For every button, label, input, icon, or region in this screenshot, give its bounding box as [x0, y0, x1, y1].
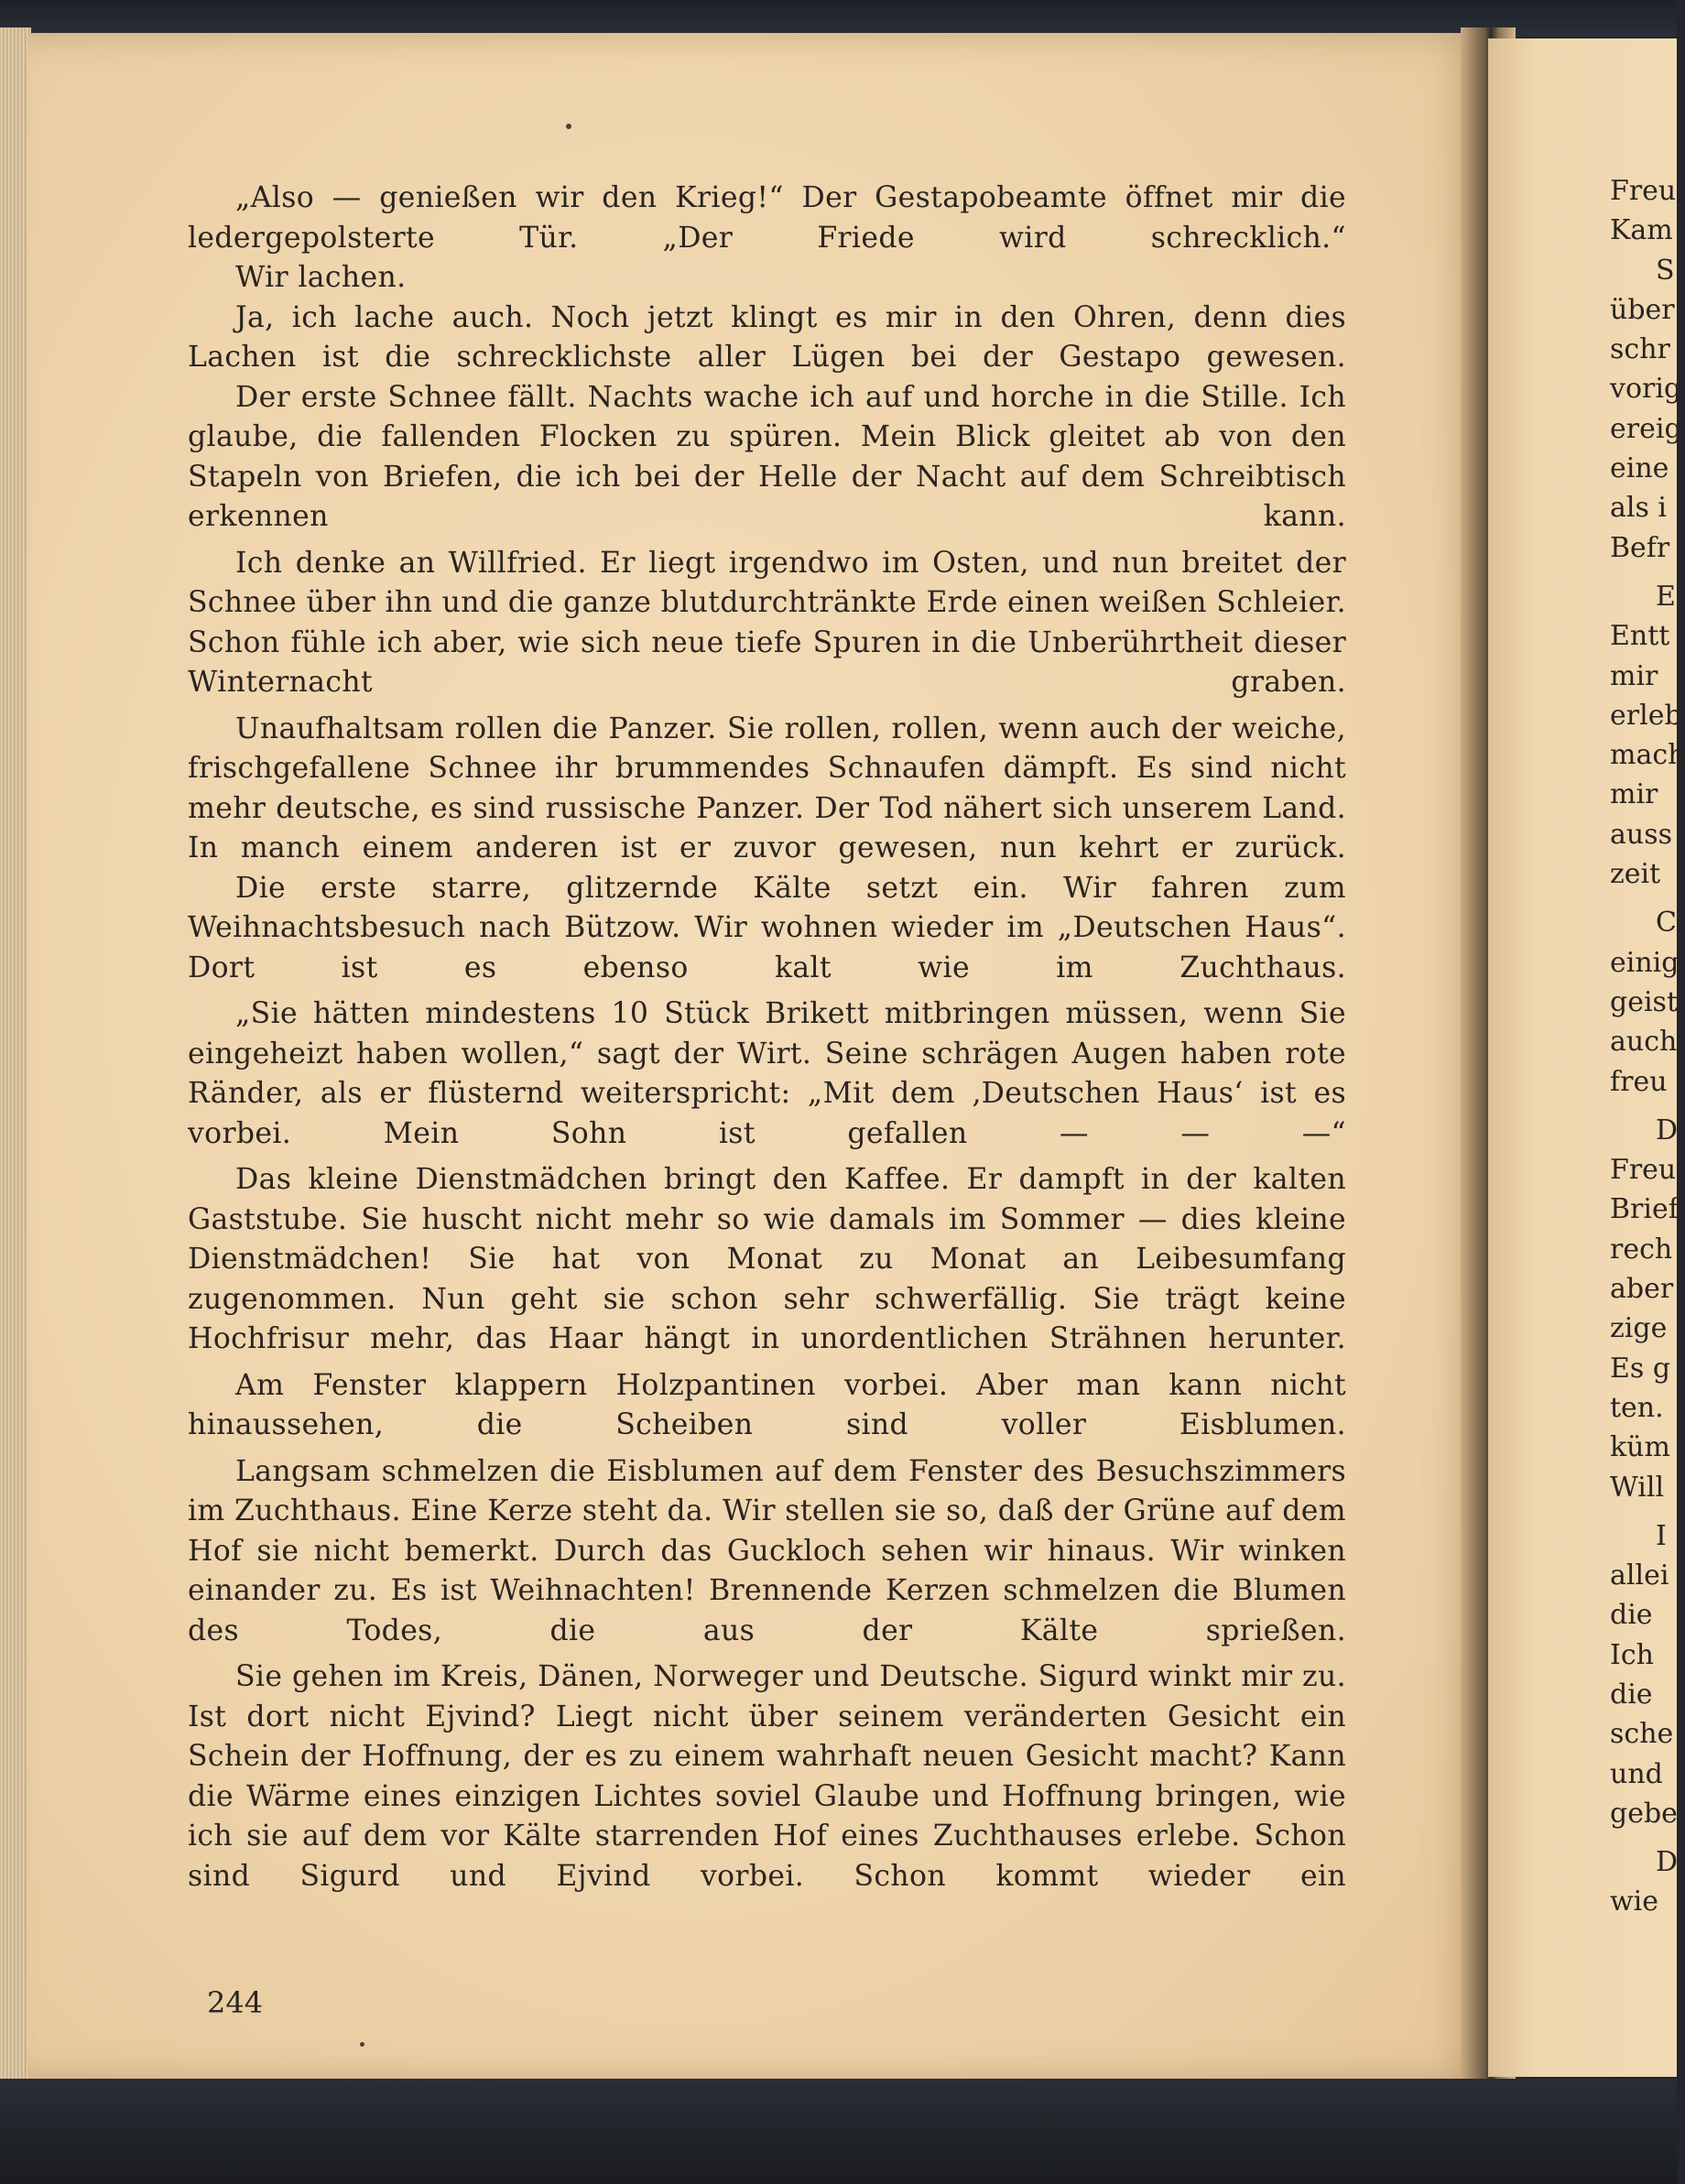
text-fragment: Freu: [1610, 175, 1677, 207]
text-fragment: Es g: [1610, 1352, 1671, 1385]
text-fragment: Ich: [1610, 1638, 1654, 1671]
page-number: 244: [207, 1985, 264, 2020]
text-fragment: Freu: [1610, 1154, 1677, 1187]
text-fragment: und: [1610, 1757, 1663, 1790]
text-fragment: Befr: [1610, 531, 1670, 564]
paragraph: Ja, ich lache auch. Noch jetzt klingt es mir in den Ohren, denn dies Lachen ist die schrecklichste aller Lügen bei der Gestapo gewesen.: [188, 300, 1346, 374]
text-fragment: die: [1610, 1678, 1653, 1711]
text-fragment: allei: [1610, 1559, 1669, 1592]
paragraph: Der erste Schnee fällt. Nachts wache ich auf und horche in die Stille. Ich glaube, die fallenden Flocken zu spüren. Mein Blick gleitet ab von den Stapeln von Briefen, die ich bei der Helle der Nacht auf dem Schreibtisch erkennen kann.: [188, 380, 1346, 533]
paragraph: Unaufhaltsam rollen die Panzer. Sie rollen, rollen, wenn auch der weiche, frischgefallene Schnee ihr brummendes Schnaufen dämpft. Es sind nicht mehr deutsche, es sind russische Panzer. Der Tod nähert sich unserem Land. In manch einem anderen ist er zuvor gewesen, nun kehrt er zurück.: [188, 712, 1346, 864]
text-fragment: gebe: [1610, 1797, 1678, 1830]
scan-top-border: [0, 0, 1677, 37]
text-fragment: Brief: [1610, 1193, 1679, 1226]
text-fragment: über: [1610, 293, 1675, 326]
book-page-edges: [0, 27, 31, 2083]
text-fragment: E: [1656, 580, 1676, 613]
text-fragment: auss: [1610, 818, 1672, 851]
text-fragment: Entt: [1610, 620, 1670, 653]
text-fragment: Will: [1610, 1471, 1665, 1504]
text-fragment: als i: [1610, 492, 1668, 525]
text-fragment: mach: [1610, 739, 1685, 772]
text-fragment: wie: [1610, 1885, 1659, 1918]
text-fragment: küm: [1610, 1431, 1670, 1464]
text-fragment: mir: [1610, 778, 1658, 811]
text-fragment: Kam: [1610, 214, 1673, 247]
text-fragment: C: [1656, 907, 1677, 940]
text-fragment: auch: [1610, 1026, 1678, 1059]
text-fragment: erleb: [1610, 699, 1682, 732]
paragraph: Am Fenster klappern Holzpantinen vorbei. Aber man kann nicht hinaussehen, die Scheiben sind voller Eisblumen.: [188, 1368, 1346, 1441]
text-fragment: freu: [1610, 1065, 1668, 1098]
paragraph: Die erste starre, glitzernde Kälte setzt ein. Wir fahren zum Weihnachtsbesuch nach Bützow. Wir wohnen wieder im „Deutschen Haus“. Dort ist es ebenso kalt wie im Zuchthaus.: [188, 871, 1346, 984]
text-fragment: ten.: [1610, 1391, 1664, 1424]
text-fragment: ereig: [1610, 412, 1682, 445]
text-fragment: die: [1610, 1599, 1653, 1632]
ink-speck: [566, 124, 571, 129]
paragraph: „Also — genießen wir den Krieg!“ Der Gestapobeamte öffnet mir die ledergepolsterte Tür. „Der Friede wird schrecklich.“: [188, 181, 1346, 255]
text-fragment: geist: [1610, 985, 1679, 1018]
scan-bottom-border: [0, 2079, 1677, 2184]
facing-page-text-fragments: [1610, 171, 1683, 1922]
text-fragment: rech: [1610, 1233, 1673, 1266]
paragraph: Sie gehen im Kreis, Dänen, Norweger und Deutsche. Sigurd winkt mir zu. Ist dort nicht Ejvind? Liegt nicht über seinem veränderten Gesicht ein Schein der Hoffnung, der es zu einem wahrhaft neuen Gesicht macht? Kann die Wärme eines einzigen Lichtes soviel Glaube und Hoffnung bringen, wie ich sie auf dem vor Kälte starrenden Hof eines Zuchthauses erlebe. Schon sind Sigurd und Ejvind vorbei. Schon kommt wieder ein: [188, 1660, 1346, 1893]
paragraph: „Sie hätten mindestens 10 Stück Brikett mitbringen müssen, wenn Sie eingeheizt haben wollen,“ sagt der Wirt. Seine schrägen Augen haben rote Ränder, als er flüsternd weiterspricht: „Mit dem ‚Deutschen Haus‘ ist es vorbei. Mein Sohn ist gefallen — — —“: [188, 997, 1346, 1150]
text-fragment: S: [1656, 254, 1675, 287]
text-fragment: D: [1656, 1846, 1679, 1879]
text-fragment: eine: [1610, 452, 1669, 485]
text-fragment: vorig: [1610, 373, 1682, 406]
text-fragment: mir: [1610, 659, 1658, 692]
paragraph: Das kleine Dienstmädchen bringt den Kaffee. Er dampft in der kalten Gaststube. Sie huscht nicht mehr so wie damals im Sommer — dies kleine Dienstmädchen! Sie hat von Monat zu Monat an Leibesumfang zugenommen. Nun geht sie schon sehr schwerfällig. Sie trägt keine Hochfrisur mehr, das Haar hängt in unordentlichen Strähnen herunter.: [188, 1163, 1346, 1355]
text-fragment: D: [1656, 1114, 1679, 1146]
text-fragment: sche: [1610, 1718, 1674, 1751]
paragraph: Ich denke an Willfried. Er liegt irgendwo im Osten, und nun breitet der Schnee über ihn und die ganze blutdurchtränkte Erde einen weißen Schleier. Schon fühle ich aber, wie sich neue tiefe Spuren in die Unberührtheit dieser Winternacht graben.: [188, 546, 1346, 699]
text-fragment: einig: [1610, 946, 1680, 979]
text-fragment: I: [1656, 1519, 1667, 1552]
ink-speck: [360, 2042, 364, 2047]
text-fragment: aber: [1610, 1273, 1674, 1306]
page-body-text: [188, 179, 1346, 1896]
text-fragment: schr: [1610, 333, 1670, 366]
text-fragment: zige: [1610, 1312, 1668, 1345]
text-fragment: zeit: [1610, 858, 1661, 891]
paragraph: Wir lachen.: [235, 261, 407, 294]
paragraph: Langsam schmelzen die Eisblumen auf dem Fenster des Besuchszimmers im Zuchthaus. Eine Kerze steht da. Wir stellen sie so, daß der Grüne auf dem Hof sie nicht bemerkt. Durch das Guckloch sehen wir hinaus. Wir winken einander zu. Es ist Weihnachten! Brennende Kerzen schmelzen die Blumen des Todes, die aus der Kälte sprießen.: [188, 1454, 1346, 1647]
